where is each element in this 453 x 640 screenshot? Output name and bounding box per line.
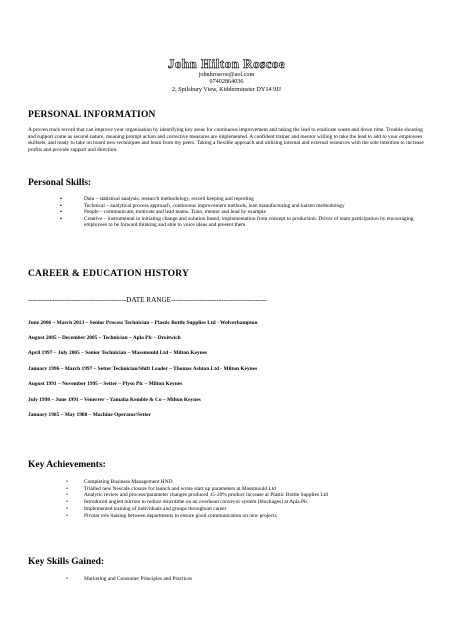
career-entry: April 1997 – July 2005 – Senior Technician – Massmould Ltd – Milton Keynes xyxy=(28,350,208,356)
contact-email: johnhroscoe@aol.com xyxy=(198,71,255,78)
list-item: ▪ Creative – instrumental in initiating change and solution based, implementation from concept to production. Driver of team participation by encouraging employees to be forward thinking and able to voice ideas and present them xyxy=(60,216,430,229)
career-entry: August 2005 – December 2005 – Technician – Apla Plc – Droitwich xyxy=(28,335,181,341)
contact-address: 2, Spilsbury View, Kidderminster DY14 9JJ xyxy=(172,85,281,93)
list-item: ▪ People – communicate, motivate and lead teams. Train, mentor and lead by example xyxy=(60,209,430,216)
list-item: • Pivotal role liaising between departments to ensure good communication on new projects xyxy=(66,513,436,520)
achievements-heading: Key Achievements: xyxy=(28,460,106,470)
skills-gained-heading: Key Skills Gained: xyxy=(28,557,105,567)
list-item: ▪ Technical – analytical process approach, continuous improvement methods, lean manufacturing and kaizen methodology xyxy=(60,203,430,210)
achievements-list xyxy=(66,479,436,519)
personal-skills-list xyxy=(60,196,430,229)
candidate-name: John Hilton Roscoe xyxy=(167,56,286,71)
career-entry: January 1985 – May 1988 – Machine Operator/Setter xyxy=(28,412,151,418)
career-entry: January 1996 – March 1997 – Setter Technician/Shift Leader – Thomas Ashton Ltd - Milton Keynes xyxy=(28,366,258,372)
list-item: • Marketing and Consumer Principles and Practices xyxy=(66,576,436,583)
list-item: • Trialled new Nescafe closure for launch and wrote start up parameters at Massmould Ltd xyxy=(66,486,436,493)
skills-gained-list xyxy=(66,576,436,583)
career-entry: July 1998 – June 1991 – Venerrer – Yamaha Kemble & Co – Milton Keynes xyxy=(28,397,201,403)
personal-info-heading: PERSONAL INFORMATION xyxy=(28,110,156,120)
cv-header xyxy=(0,57,453,93)
personal-info-paragraph: A proven track record that can improve your organisation by identifying key areas for continuous improvement and taking the lead to eradicate waste and down time. Trouble shooting and support come as second nature, meaning prompt action and corrective measures are implemented. A confident trainer and mentor willing to take the lead to add to your employees skillsets, and ready to take on board new techniques and learn from my peers. Taking a flexible approach and utilising internal and external resources with the sole intention to increase profits and provide support and direction. xyxy=(28,127,424,153)
list-item: • Implemented training of individuals and groups throughout career xyxy=(66,506,436,513)
contact-phone: 07402864036 xyxy=(209,78,244,86)
list-item: • Completing Business Management HND xyxy=(66,479,436,486)
career-entry: August 1991 – November 1995 – Setter – Plyso Plc – Milton Keynes xyxy=(28,381,183,387)
personal-skills-heading: Personal Skills: xyxy=(28,178,92,188)
list-item: • Introduced angled mirrors to reduce downtime on an overhead conveyor system (blockages) at Apla Plc xyxy=(66,499,436,506)
career-heading: CAREER & EDUCATION HISTORY xyxy=(28,269,190,279)
career-entry: June 2006 – March 2013 – Senior Process Technician – Plastic Bottle Supplies Ltd - Wolverhampton xyxy=(28,320,258,326)
list-item: • Analytic review and process/parameter changes produced 15-20% product increase at Plastic Bottle Supplies Ltd xyxy=(66,492,436,499)
list-item: ▪ Data – statistical analysis, research methodology, record keeping and reporting xyxy=(60,196,430,203)
date-range-divider: -----------------------------------------DATE RANGE---------------------------------------- xyxy=(28,296,267,304)
